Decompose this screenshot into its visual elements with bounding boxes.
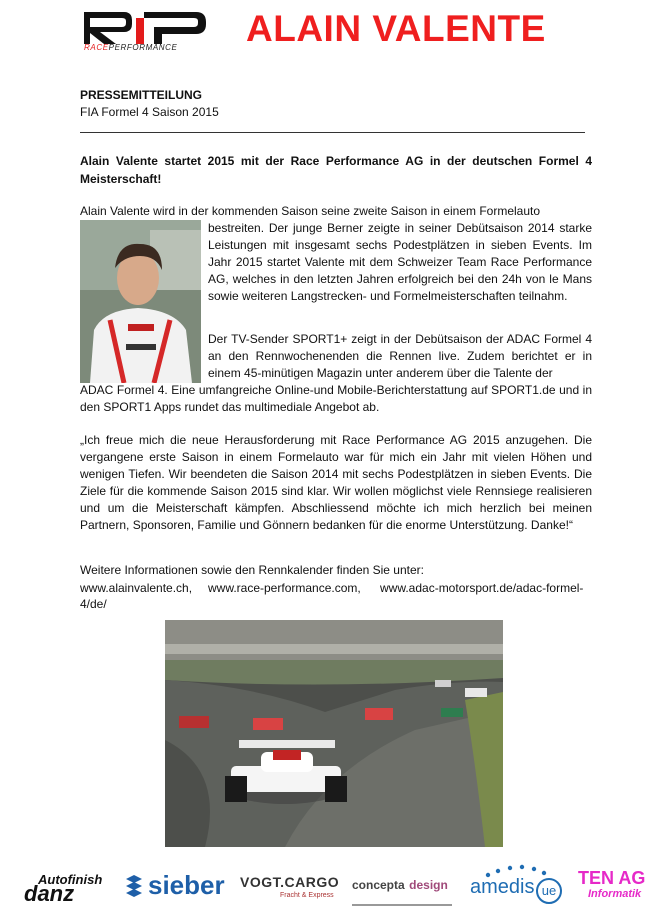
headline: Alain Valente startet 2015 mit der Race Performance AG in der deutschen Formel 4 Meisterschaft!	[80, 154, 592, 186]
brand-name: ALAIN VALENTE	[246, 8, 546, 49]
driver-photo	[80, 220, 201, 383]
link-adac-motorsport-cont[interactable]: 4/de/	[80, 597, 107, 611]
sponsor-concepta-design	[352, 876, 452, 906]
paragraph-tv-rest: ADAC Formel 4. Eine umfangreiche Online-und Mobile-Berichterstattung auf SPORT1.de und in den SPORT1 Apps rundet das multimediale Angebot ab.	[80, 383, 592, 414]
sponsor-sieber-name: sieber	[148, 870, 225, 900]
sponsor-vogt-name: VOGT.CARGO	[240, 874, 340, 890]
sponsor-ten-ag	[578, 868, 654, 908]
sponsor-amedis-name: amedis	[470, 876, 535, 898]
sponsor-concepta-b: design	[409, 878, 448, 892]
link-alainvalente[interactable]: www.alainvalente.ch,	[80, 581, 193, 595]
sponsor-vogt-cargo	[240, 874, 340, 904]
press-release-label: PRESSEMITTEILUNG	[80, 88, 203, 102]
race-photo	[165, 620, 503, 847]
sponsor-sieber	[124, 870, 232, 904]
paragraph-intro: Alain Valente wird in der kommenden Saison seine zweite Saison in einem Formelauto	[80, 204, 541, 218]
sponsor-autofinish-danz	[24, 872, 116, 906]
paragraph-tv-side: Der TV-Sender SPORT1+ zeigt in der Debütsaison der ADAC Formel 4 an den Rennwochenenden die Rennen live. Zudem berichtet er in einem 45-minütigen Magazin unter anderem über die Talente der	[208, 332, 592, 380]
season-label: FIA Formel 4 Saison 2015	[80, 105, 219, 119]
sponsor-tenag-sub: Informatik	[588, 888, 642, 900]
divider	[80, 132, 585, 133]
sponsor-amedis-badge: ue	[536, 878, 562, 904]
info-intro: Weitere Informationen sowie den Rennkalender finden Sie unter:	[80, 563, 424, 577]
driver-quote: „Ich freue mich die neue Herausforderung mit Race Performance AG 2015 anzugehen. Die vergangene erste Saison in einem Formelauto war für mich ein Jahr mit vielen Höhen und wenigen Tiefen. Wir beendeten die Saison 2014 mit sechs Podestplätzen in sieben Events. Die Ziele für die kommende Saison 2015 sind klar. Wir wollen möglichst viele Rennsiege realisieren und um die Meisterschaft kämpfen. Abschliessend möchte ich mich herzlich bei meinen Partnern, Sponsoren, Familie und Gönnern bedanken für die enorme Unterstützung. Danke!“	[80, 433, 592, 532]
link-adac-motorsport[interactable]: www.adac-motorsport.de/adac-formel-	[380, 581, 584, 595]
sponsor-autofinish-top: Autofinish	[38, 872, 103, 887]
paragraph-career: bestreiten. Der junge Berner zeigte in seiner Debütsaison 2014 starke Leistungen mit insgesamt sechs Podestplätzen in sieben Events. Im Jahr 2015 startet Valente mit dem Schweizer Team Race Performance AG, welches in den letzten Jahren erfolgreich bei den 24h von le Mans sowie weiteren Langstrecken- und Formelmeisterschaften teilnahm.	[208, 221, 592, 303]
sponsor-autofinish-bottom: danz	[24, 881, 75, 906]
logo-sub-suffix: PERFORMANCE	[108, 43, 178, 52]
link-race-performance[interactable]: www.race-performance.com,	[208, 581, 361, 595]
sieber-mark-icon	[124, 875, 144, 897]
sponsor-tenag-name: TEN AG	[578, 868, 646, 888]
sponsor-concepta-a: concepta	[352, 878, 405, 892]
logo-sub-prefix: RACE	[84, 43, 109, 52]
logo-subtitle	[84, 43, 177, 52]
sponsor-vogt-sub: Fracht & Express	[280, 892, 334, 899]
sponsor-amedis	[470, 862, 562, 904]
